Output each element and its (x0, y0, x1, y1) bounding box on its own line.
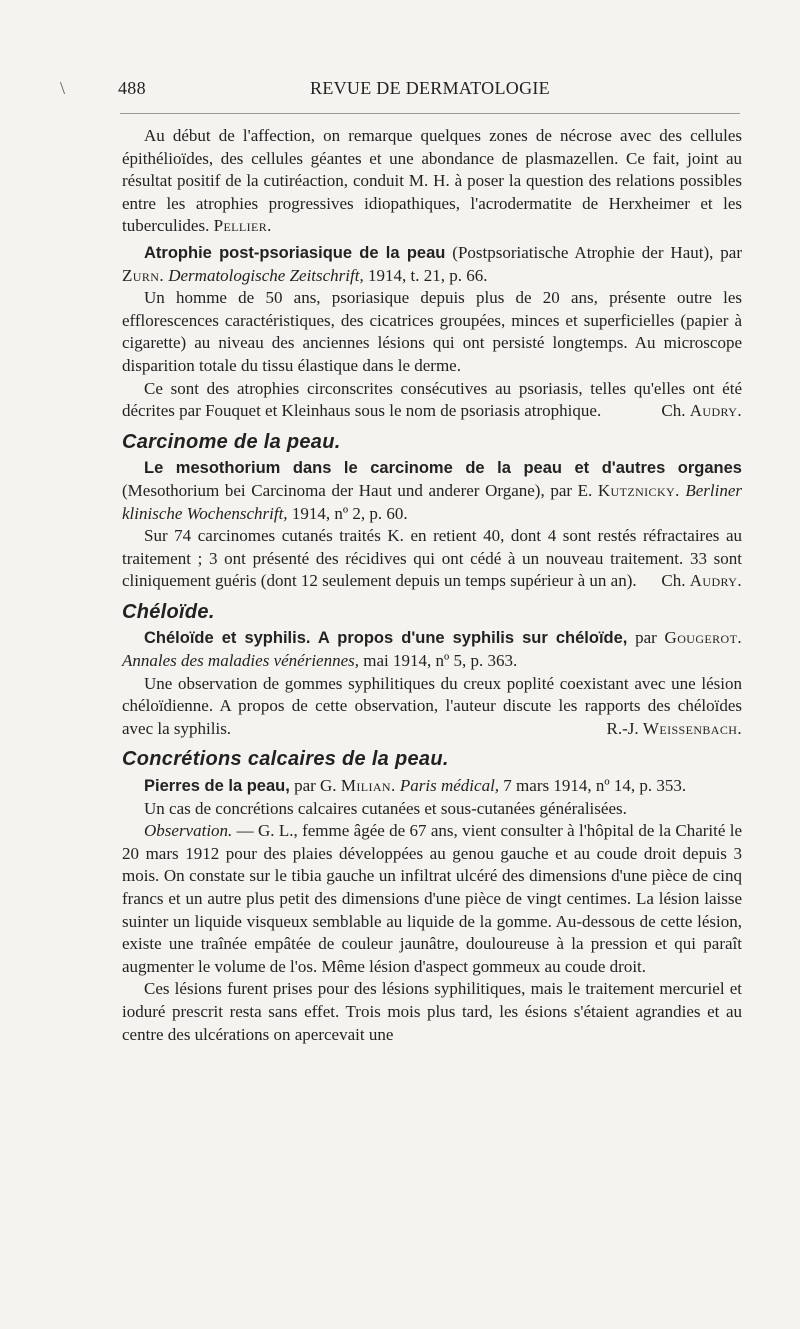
signature: R.-J. Weissenbach. (606, 718, 742, 738)
continuation-paragraph: Au début de l'affection, on remarque quelques zones de nécrose avec des cellules épithélioïdes, des cellules géantes et une abondance de plasmazellen. Ce fait, joint au résultat positif de la cutiréaction, conduit M. H. à poser la question des relations possibles entre les atrophies progressives idiopathiques, l'acrodermatite de Herxheimer et les tuberculides. Pellier. (122, 126, 742, 236)
margin-mark: \ (60, 78, 66, 98)
paragraph: Ce sont des atrophies circonscrites consécutives au psoriasis, telles qu'elles ont été décrites par Fouquet et Kleinhaus sous le nom de psoriasis atrophique. Ch. Audry. (122, 378, 742, 423)
signature: Ch. Audry. (661, 401, 742, 421)
entry-heading: Pierres de la peau, par G. Milian. Paris médical, 7 mars 1914, nº 14, p. 353. (144, 776, 687, 796)
paragraph: Un cas de concrétions calcaires cutanées et sous-cutanées généralisées. (144, 798, 627, 818)
observation-paragraph: Observation. — G. L., femme âgée de 67 ans, vient consulter à l'hôpital de la Charité le 20 mars 1912 pour des plaies développées au genou gauche et au coude droit depuis 3 mois. On constate sur le tibia gauche un infiltrat ulcéré des dimensions d'une pièce de cinq francs et un autre plus petit des dimensions d'une pièce de vingt centimes. La lésion laisse suinter un liquide visqueux semblable au liquide de la gomme. Au-dessous de cette lésion, existe une traînée empâtée de couleur jaunâtre, douloureuse à la pression et qui paraît augmenter le volume de l'os. Même lésion d'aspect gommeux au coude droit. (122, 821, 743, 976)
paragraph: Un homme de 50 ans, psoriasique depuis plus de 20 ans, présente outre les efflorescences caractéristiques, des cicatrices groupées, minces et superficielles (papier à cigarette) au niveau des anciennes lésions qui ont persisté longtemps. Au microscope disparition totale du tissu élastique dans le derme. (122, 288, 742, 375)
entry-cheloide (122, 627, 742, 740)
entry-heading: Atrophie post-psoriasique de la peau (Postpsoriatische Atrophie der Haut), par Zurn. Dermatologische Zeitschrift, 1914, t. 21, p. 66. (122, 242, 743, 285)
entry-title: Chéloïde et syphilis. A propos d'une syphilis sur chéloïde, (144, 629, 628, 648)
journal: Dermatologische Zeitschrift, (168, 265, 364, 285)
author: Gougerot. (664, 628, 742, 648)
entry-heading: Le mesothorium dans le carcinome de la peau et d'autres organes (Mesothorium bei Carcinoma der Haut und anderer Organe), par E. Kutznicky. Berliner klinische Wochenschrift, 1914, nº 2, p. 60. (122, 459, 742, 523)
page-body (122, 125, 742, 1046)
entry-atrophie (122, 242, 742, 423)
paragraph: Une observation de gommes syphilitiques du creux poplité coexistant avec une lésion chéloïdienne. A propos de cette observation, l'auteur discute les rapports des chéloïdes avec la syphilis. R.-J. Weissenbach. (122, 673, 742, 741)
paragraph: Sur 74 carcinomes cutanés traités K. en retient 40, dont 4 sont restés réfractaires au traitement ; 3 ont présenté des récidives qui ont cédé à un nouveau traitement. 33 sont cliniquement guéris (dont 12 seulement depuis un temps supérieur à un an). Ch. Audry. (122, 525, 742, 593)
author: Milian. (340, 776, 396, 796)
author: Zurn. (122, 265, 164, 285)
running-title: REVUE DE DERMATOLOGIE (310, 78, 550, 98)
paragraph: Ces lésions furent prises pour des lésions syphilitiques, mais le traitement mercuriel et ioduré prescrit resta sans effet. Trois mois plus tard, les ésions s'étaient agrandies et au centre des ulcérations on apercevait une (122, 979, 742, 1044)
journal: Paris médical, (399, 776, 500, 796)
entry-title: Le mesothorium dans le carcinome de la peau et d'autres organes (144, 459, 742, 478)
signature: Pellier. (213, 216, 272, 236)
entry-pierres (122, 775, 742, 1046)
entry-title: Pierres de la peau, (144, 777, 290, 796)
signature: Ch. Audry. (661, 571, 742, 591)
header-rule (120, 113, 740, 114)
section-heading-carcinome: Carcinome de la peau. (122, 430, 341, 453)
page-header (118, 76, 742, 102)
observation-label: Observation. (144, 821, 233, 841)
section-heading-cheloide: Chéloïde. (122, 600, 215, 623)
entry-mesothorium (122, 457, 742, 593)
journal: Berliner klinische Wochenschrift, (122, 480, 742, 523)
entry-title: Atrophie post-psoriasique de la peau (144, 243, 446, 262)
entry-heading: Chéloïde et syphilis. A propos d'une syphilis sur chéloïde, par Gougerot. Annales des maladies vénériennes, mai 1914, nº 5, p. 363. (122, 628, 742, 671)
author: Kutznicky. (597, 480, 680, 500)
journal: Annales des maladies vénériennes, (122, 651, 359, 671)
section-heading-concretions: Concrétions calcaires de la peau. (122, 748, 449, 771)
page-number: 488 (118, 78, 146, 98)
